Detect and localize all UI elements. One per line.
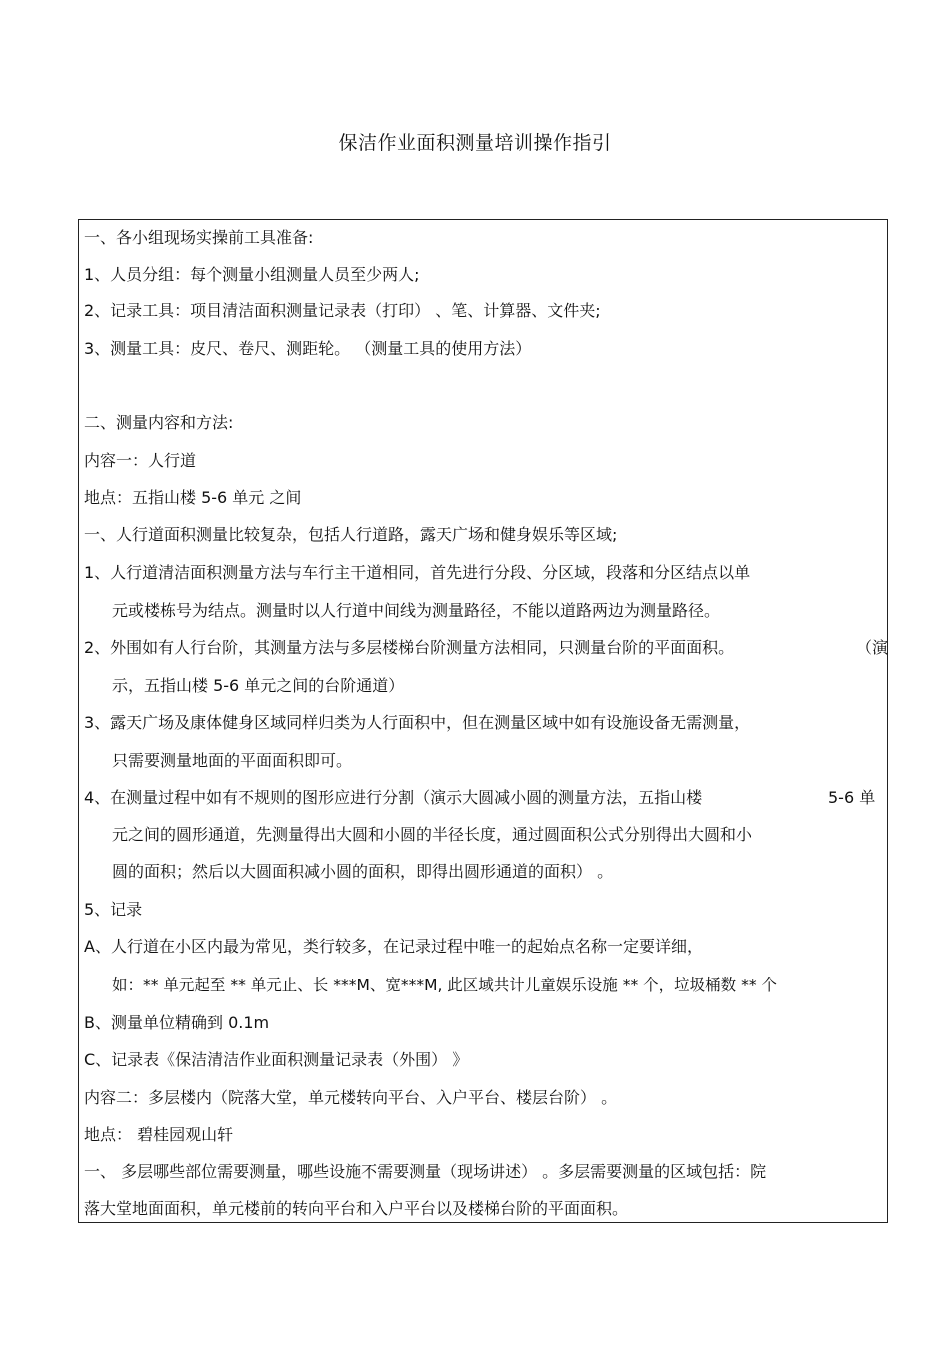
text-line: 只需要测量地面的平面面积即可。 — [112, 751, 353, 770]
text-line: 1、人员分组：每个测量小组测量人员至少两人; — [84, 265, 420, 284]
text-line: 地点：五指山楼 5-6 单元 之间 — [84, 488, 302, 507]
text-line: A、人行道在小区内最为常见，类行较多，在记录过程中唯一的起始点名称一定要详细， — [84, 937, 703, 956]
text-line: 一、人行道面积测量比较复杂，包括人行道路，露天广场和健身娱乐等区域; — [84, 525, 618, 544]
text-line: C、记录表《保洁清洁作业面积测量记录表（外围） 》 — [84, 1050, 469, 1069]
text-line: 3、露天广场及康体健身区域同样归类为人行面积中，但在测量区域中如有设施设备无需测量， — [84, 713, 751, 732]
text-line: 2、外围如有人行台阶，其测量方法与多层楼梯台阶测量方法相同，只测量台阶的平面面积。 — [84, 638, 735, 657]
text-line: 元或楼栋号为结点。测量时以人行道中间线为测量路径，不能以道路两边为测量路径。 — [112, 601, 721, 620]
text-line: 一、 多层哪些部位需要测量，哪些设施不需要测量（现场讲述） 。多层需要测量的区域包括：院 — [84, 1162, 767, 1181]
text-line: 内容一：人行道 — [84, 451, 197, 470]
text-line: 地点： 碧桂园观山轩 — [84, 1125, 234, 1144]
text-line: 1、人行道清洁面积测量方法与车行主干道相同，首先进行分段、分区域，段落和分区结点以单 — [84, 563, 751, 582]
text-line: 3、测量工具：皮尺、卷尺、测距轮。 （测量工具的使用方法） — [84, 339, 532, 358]
text-line: 示，五指山楼 5-6 单元之间的台阶通道） — [112, 676, 405, 695]
text-line: 5、记录 — [84, 900, 143, 919]
text-line: 4、在测量过程中如有不规则的图形应进行分割（演示大圆减小圆的测量方法，五指山楼 — [84, 788, 703, 807]
text-line-tail: 5-6 单 — [828, 788, 876, 807]
text-line-tail: （演 — [856, 638, 889, 657]
document-title: 保洁作业面积测量培训操作指引 — [338, 132, 612, 154]
text-line: 内容二：多层楼内（院落大堂，单元楼转向平台、入户平台、楼层台阶） 。 — [84, 1088, 618, 1107]
section-tools-heading: 一、各小组现场实操前工具准备: — [84, 228, 314, 247]
text-line: 落大堂地面面积，单元楼前的转向平台和入户平台以及楼梯台阶的平面面积。 — [84, 1199, 629, 1218]
section-methods-heading: 二、测量内容和方法: — [84, 413, 234, 432]
text-line: B、测量单位精确到 0.1m — [84, 1013, 270, 1032]
text-line: 2、记录工具：项目清洁面积测量记录表（打印） 、笔、计算器、文件夹; — [84, 301, 601, 320]
text-line: 圆的面积；然后以大圆面积减小圆的面积，即得出圆形通道的面积） 。 — [112, 862, 614, 881]
text-line: 如：** 单元起至 ** 单元止、长 ***M、宽***M, 此区域共计儿童娱乐设施 ** 个，垃圾桶数 ** 个 — [112, 976, 778, 994]
text-line: 元之间的圆形通道，先测量得出大圆和小圆的半径长度，通过圆面积公式分别得出大圆和小 — [112, 825, 753, 844]
